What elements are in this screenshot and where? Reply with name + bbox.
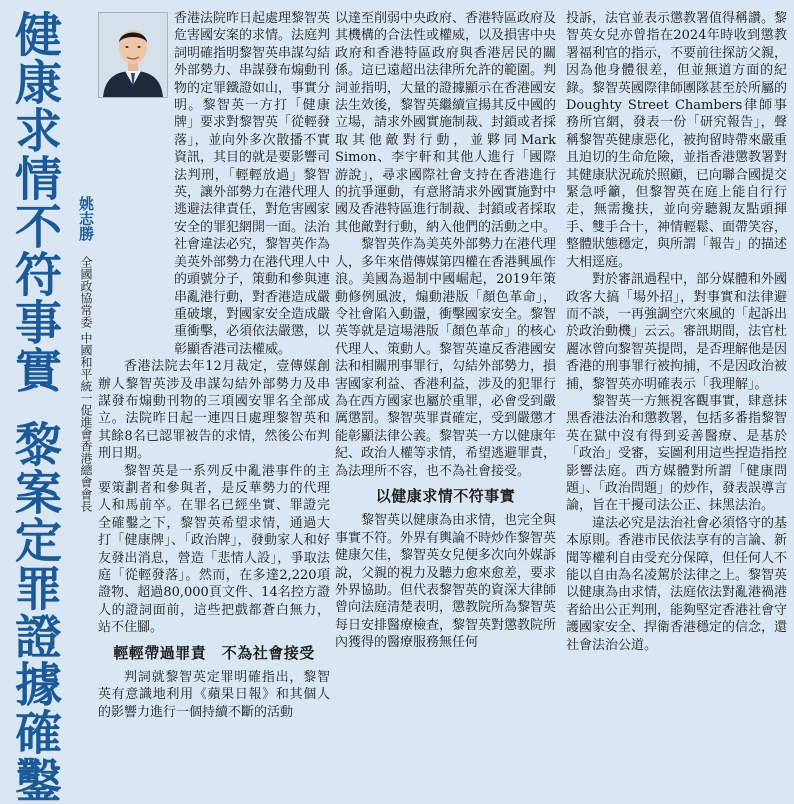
article-column-3 bbox=[566, 0, 787, 729]
article-paragraph: 判詞就黎智英定罪明確指出，黎智英有意識地利用《蘋果日報》和其個人的影響力進行一個持續不斷的活動 bbox=[98, 670, 330, 720]
article-paragraph: 投訴，法官並表示懲教署值得稱讚。黎智英女兒亦曾指在2024年時收到懲教署福利官的指示，不要前往探訪父親，因為他身體很差，但並無道方面的紀錄。黎智英國際律師團隊甚至於所屬的Doughty Street Chambers律師事務所官網，發表一份「研究報告」，聲稱黎智英健康惡化，被拘留時帶來嚴重且迫切的生命危險，並指香港懲教署對其健康狀況疏於照顧，已向聯合國提交緊急呼籲，但黎智英在庭上能自行行走，無需攙扶，並向旁聽親友點頭揮手、雙手合十，神情輕鬆、面帶笑容，整體狀態穩定，與所謂「報告」的描述大相逕庭。 bbox=[566, 11, 788, 270]
section-subheading: 輕輕帶過罪責 不為社會接受 bbox=[113, 643, 315, 662]
article-column-1 bbox=[98, 0, 330, 729]
section-subheading: 以健康求情不符事實 bbox=[375, 486, 516, 505]
article-paragraph: 香港法院去年12月裁定，壹傳媒創辦人黎智英涉及串謀勾結外部勢力及串謀發布煽動刊物的三項國安罪名全部成立。法院昨日起一連四日處理黎智英和其餘8名已認罪被告的求情，然後公布判刑日期。 bbox=[98, 359, 330, 462]
article-paragraph: 黎智英一方無視客觀事實，肆意抹黑香港法治和懲教署，包括多番指黎智英在獄中沒有得到妥善醫療、是基於「政治」受審，妄圖利用這些捏造指控影響法庭。西方媒體對所謂「健康問題」、「政治問題」的炒作，發表誤導言論，旨在干擾司法公正、抹黑法治。 bbox=[566, 393, 788, 514]
headline bbox=[4, 10, 62, 804]
article-paragraph: 香港法院昨日起處理黎智英危害國安案的求情。法庭判詞明確指明黎智英串謀勾結外部勢力、串謀發布煽動刊物的定罪鐵證如山，事實分明。黎智英一方打「健康牌」要求對黎智英「從輕發落」，並向外多次散播不實資訊，其目的就是要影響司法判刑，「輕輕放過」黎智英，讓外部勢力在港代理人逃避法律責任，對危害國家安全的罪犯網開一面。法治社會違法必究，黎智英作為美英外部勢力在港代理人中的頭號分子，策動和參與連串亂港行動，對香港造成嚴重破壞，對國家安全造成嚴重衝擊，必須依法嚴懲，以彰顯香港司法權威。 bbox=[174, 11, 331, 357]
article-paragraph: 黎智英以健康為由求情，也完全與事實不符。外界有輿論不時炒作黎智英健康欠佳，黎智英女兒便多次向外媒訴說，父親的視力及聽力愈來愈差，要求外界協助。但代表黎智英的資深大律師曾向法庭清楚表明，懲教院所為黎智英每日安排醫療檢查，黎智英對懲教院所內獲得的醫療服務無任何 bbox=[335, 513, 557, 651]
headline-line-2: 黎案定罪證據確鑿 bbox=[7, 420, 62, 804]
author-title: 全國政協常委 中國和平統一促進會香港總會會長 bbox=[79, 256, 93, 512]
author-name: 姚志勝 bbox=[77, 196, 95, 241]
author-byline bbox=[62, 196, 96, 716]
article-paragraph: 對於審訊過程中，部分媒體和外國政客大搞「場外招」，對事實和法律避而不談，一再強調空穴來風的「起訴出於政治動機」云云。審訊期間，法官杜麗冰曾向黎智英提問，是否理解他是因香港的刑事罪行被拘捕，不是因政治被捕，黎智英亦明確表示「我理解」。 bbox=[566, 272, 788, 392]
article-paragraph: 違法必究是法治社會必須恪守的基本原則。香港市民依法享有的言論、新聞等權利自由受充分保障，但任何人不能以自由為名凌駕於法律之上。黎智英以健康為由求情，法庭依法對亂港禍港者給出公正判刑，能夠堅定香港社會守護國家安全、捍衛香港穩定的信念，還社會法治公道。 bbox=[566, 515, 788, 653]
article-column-2 bbox=[335, 0, 556, 729]
article-paragraph: 黎智英是一系列反中亂港事件的主要策劃者和參與者，是反華勢力的代理人和馬前卒。在罪名已經坐實、罪證完全確鑿之下，黎智英希望求情，通過大打「健康牌」、「政治牌」，發動家人和好友發出消息，營造「悲情人設」，爭取法庭「從輕發落」。然而，在多達2,220項證物、超過80,000頁文件、14名控方證人的證詞面前，這些把戲都蒼白無力，站不住腳。 bbox=[98, 463, 330, 636]
article-paragraph: 黎智英作為美英外部勢力在港代理人，多年來借傳媒第四權在香港興風作浪。美國為遏制中國崛起，2019年策動修例風波，煽動港版「顏色革命」，令社會陷入動盪，衝擊國家安全。黎智英等就是這場港版「顏色革命」的核心代理人、策動人。黎智英違反香港國安法和相關刑事罪行，勾結外部勢力，損害國家利益、香港利益，涉及的犯罪行為在西方國家也屬於重罪，必會受到嚴厲懲罰。黎智英罪責確定，受到嚴懲才能彰顯法律公義。黎智英一方以健康年紀、政治人權等求情，希望逃避罪責，為法理所不容，也不為社會接受。 bbox=[335, 237, 557, 479]
headline-line-1: 健康求情不符事實 bbox=[7, 10, 62, 394]
article-paragraph: 以達至削弱中央政府、香港特區政府及其機構的合法性或權威，以及損害中央政府和香港特區政府與香港居民的關係。這已遠超出法律所允許的範圍。判詞並指明，大量的證據顯示在香港國安法生效後，黎智英繼續宣揚其反中國的立場，請求外國實施制裁、封鎖或者採取其他敵對行動，並夥同Mark Simon、李宇軒和其他人進行「國際游說」，尋求國際社會支持在香港進行的抗爭運動，有意將請求外國實施對中國及香港特區進行制裁、封鎖或者採取其他敵對行動，納入他們的活動之中。 bbox=[335, 11, 557, 235]
